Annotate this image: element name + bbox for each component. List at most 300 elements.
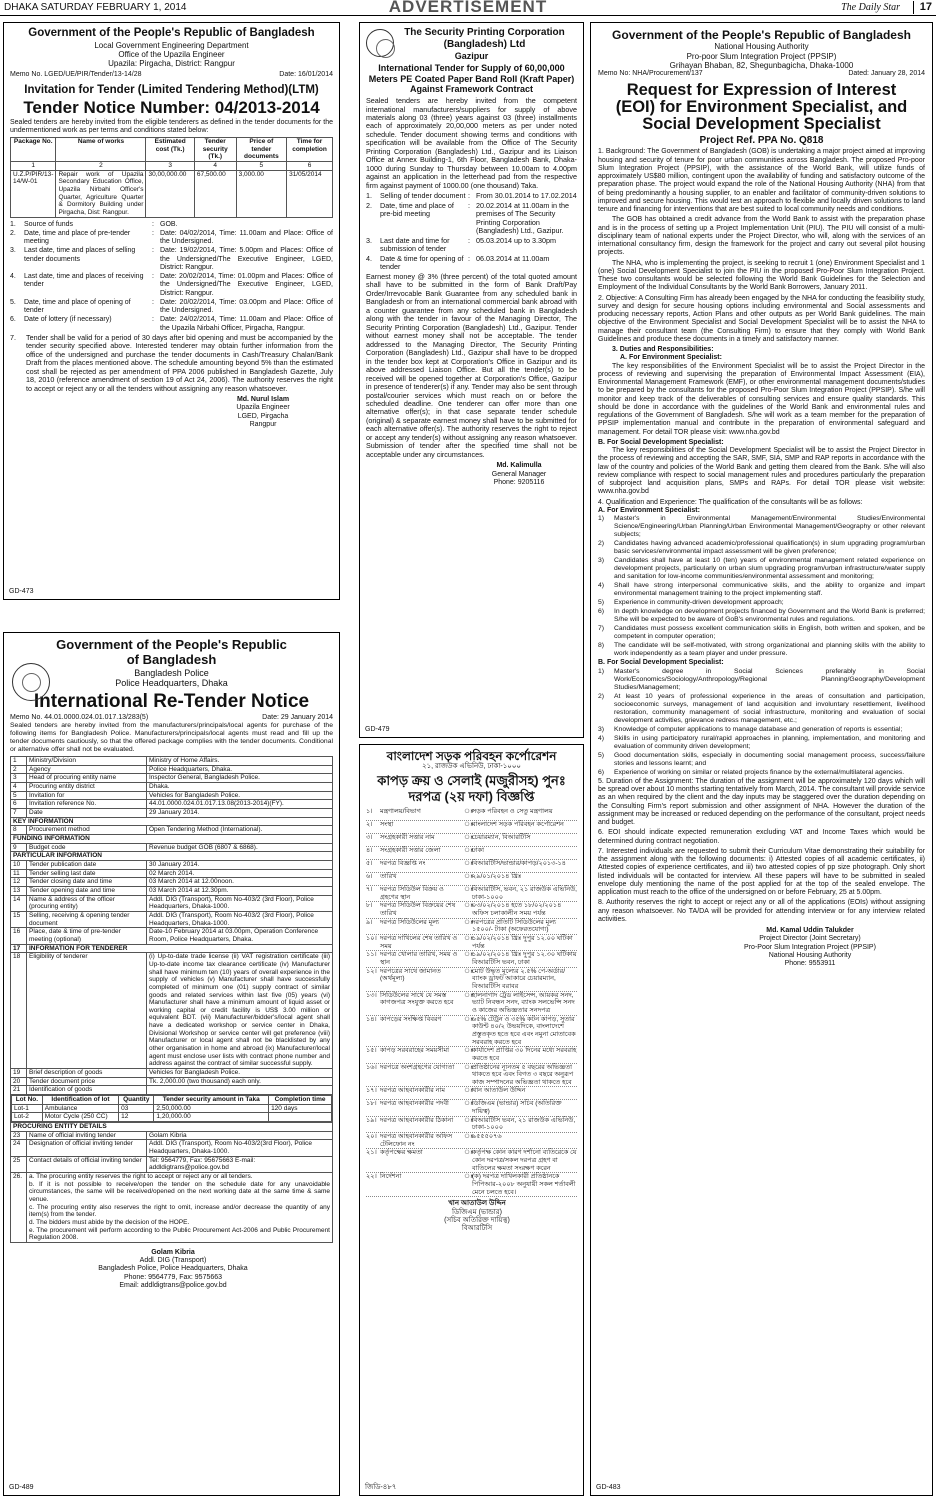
table-row (366, 1173, 577, 1197)
row-value: Dhaka. (147, 783, 333, 792)
table-row (366, 873, 577, 886)
row-value: Inspector General, Bangladesh Police. (147, 774, 333, 783)
lot-table-row (11, 1095, 333, 1123)
lot-table (11, 1095, 332, 1122)
item-value: 20.02.2014 at 11.00am in the premises of The Security Printing Corporation (Bangladesh) Ltd., Gazipur. (476, 200, 569, 236)
qualification-item (598, 726, 925, 734)
notice-title: International Re-Tender Notice (33, 690, 310, 712)
lot-cell (269, 1113, 332, 1122)
condition-item: e. The procurement will perform according to the Public Procurement Act-2006 and Public Procurement Regulation 2008. (29, 1226, 330, 1242)
env-duties: The key responsibilities of the Environment Specialist will be to assist the Project Director in the process of reviewing and supervising the preparation of Environmental Impact Assessment (EIA), Environmental Management Framework (EMF), or other environmental management documents/studies to be prepared by the consultants for the proposed Pro-Poor Slum Integration Project (PPSIP). S/he will monitor and keep track of the deliverables of consulting services and ensure quality standards. This should be done in accordance with the guidelines of the World Bank and environmental rules and regulations of the Government of Bangladesh. S/he will work as a team member for the preparation of PPSIP implementation manual and contribute in the preparation of environmental safeguard and management. For detail TOR please visit: www.nha.gov.bd (598, 362, 925, 436)
row-number: 8 (11, 826, 27, 835)
item-value: Date: 04/02/2014, Time: 11.00am and Place: Office of the Undersigned. (160, 229, 333, 246)
brtc-table (366, 808, 577, 1197)
item-value: Date: 20/02/2014, Time: 03.00pm and Place: Office of the Undersigned. (160, 298, 333, 315)
row-number: 25 (11, 1156, 27, 1172)
qualification-text: Knowledge of computer applications to manage database and generation of reports is essential; (614, 725, 903, 733)
govt-title: Government of the People's Republic of Bangladesh (28, 27, 315, 39)
row-value: ২৯/০১/২০১৪ খ্রিঃ (472, 873, 522, 881)
tender-item (10, 247, 333, 272)
section-row (11, 1123, 333, 1132)
table-row (11, 783, 333, 792)
conditions-cell (27, 1172, 333, 1242)
row-value: Vehicles for Bangladesh Police. (147, 1069, 333, 1078)
memo-no: Memo No. 44.01.0000.024.01.017.13/283(5) (10, 713, 149, 721)
row-number: ২। (366, 821, 373, 829)
condition-item: d. The bidders must abide by the decision of the HOPE. (29, 1218, 190, 1226)
table-row (11, 1156, 333, 1172)
qualification-item (598, 693, 925, 725)
table-row (366, 902, 577, 918)
item-label: Date, time and place of pre-bid meeting (380, 200, 454, 219)
row-value: চেয়ারম্যান, বিআরটিসি (472, 834, 531, 842)
qualification-item (598, 599, 925, 607)
paper-name: The Daily Star (841, 2, 900, 13)
item-number: 4. (10, 273, 16, 281)
tender-item (366, 237, 577, 254)
table-row (11, 843, 333, 852)
table-row (366, 886, 577, 902)
signer-phone: Phone: 9205116 (493, 478, 545, 486)
row-number: ৭। (366, 886, 373, 894)
tender-item (366, 192, 577, 200)
row-colon: ঃ (464, 821, 474, 829)
qualification-text: Master's in Environmental Management/Environmental Studies/Environmental Science/Engineering/Urban Planning/Urban Environmental Management/Geography or other relevant subjects; (614, 515, 925, 539)
tender-item (10, 299, 333, 316)
qualification-text: Skills in using participatory rural/rapid approaches in planning, implementation, and monitoring and evaluation of community driven development; (614, 734, 925, 750)
cell: 67,500.00 (194, 170, 236, 217)
tender-item-7: 7. Tender shall be valid for a period of 30 days after bid opening and must be accompanied by the tender security specified above. Interested tenderer may obtain further information from the office of the undersigned and purchase the tender documents in Cash/Treasury Chalan/Bank Draft from the places mentioned above. The schedule amounting beyond 5% than the estimated cost shall be rejected as per amendment of PPA 2006 published in Bangladesh Gazette, July 18, 2010 (reference amendment of section 19 of Act 24, 2006). The authority reserves the right to accept or reject any or all the tenders without assigning any reason whatsoever. (10, 332, 333, 393)
section-heading: PARTICULAR INFORMATION (11, 852, 333, 861)
qualification-text: Shall have strong interpersonal communicative skills, and the ability to organize and impart environmental management training to the project implementing staff. (614, 582, 925, 598)
item-label: Date & time for opening of tender (380, 253, 464, 272)
qualification-text: Good documentation skills, especially in documenting social management process, success/failure stories and lessons learnt; and (614, 751, 925, 767)
project-ref: Project Ref. PPA No. Q818 (699, 134, 824, 146)
row-colon: ঃ (464, 967, 474, 975)
row-number: 5 (11, 791, 27, 800)
signer-title: Project Director (Joint Secretary) (759, 935, 861, 943)
row-number: ১২। (366, 967, 377, 975)
table-row (11, 809, 333, 818)
table-row (11, 928, 333, 944)
row-number: ১। (366, 808, 373, 816)
row-value: 44.01.0000.024.01.017.13.08(2013-2014)(FY). (147, 800, 333, 809)
govt-title-2: of Bangladesh (126, 652, 217, 668)
col-num: 6 (287, 162, 333, 171)
row-colon: ঃ (464, 873, 474, 881)
item-number: 1. (366, 191, 372, 201)
lot-table-cell (11, 1095, 333, 1123)
qualification-text: Experience of working on similar or related projects finance by the external/multilateral agencies. (614, 768, 905, 776)
row-value: Tk. 2,000.00 (two thousand) each only. (147, 1077, 333, 1086)
row-number: 18 (11, 953, 27, 1069)
item-number: 4. (366, 253, 372, 263)
table-row (366, 1087, 577, 1100)
signature-block (73, 1249, 273, 1290)
row-number: ২১। (366, 1149, 377, 1157)
lot-header: Completion time (269, 1096, 332, 1105)
row-number: ৪। (366, 847, 373, 855)
item-label: Last date, time and places of selling tender documents (24, 247, 136, 263)
row-value: 29 January 2014. (147, 809, 333, 818)
submission: 7. Interested individuals are requested to submit their Curriculum Vitae demonstrating their suitability for the assignment along with the following documents: i) Attested copies of all academic certificates, ii) Attested copies of experience certificates, and iii) two attested copies of pp size photograph. Only short listed individuals will be contacted for interview. All these papers will have to be submitted in sealed envelope duly mentioning the name of the post applied for at the top of the sealed envelope. The application must reach to the office of the undersigned on or before February, 25 at 5.00pm. (598, 847, 925, 897)
row-value: Police Headquarters, Dhaka. (147, 765, 333, 774)
qualification-item (598, 625, 925, 641)
row-label: Invitation reference No. (27, 800, 147, 809)
item-value: Date: 19/02/2014, Time: 5.00pm and Places: Office of the Undersigned/The Executive Engineer, LGED, District: Rangpur. (160, 247, 333, 271)
signer-org: National Housing Authority (768, 951, 852, 959)
signer-org: Bangladesh Police, Police Headquarters, Dhaka (98, 1265, 248, 1273)
condition-item: b. If it is not possible to receive/open the tender on the schedule date for any unavoidable circumstances, the same will be received/opened on the next working date at the same time & same venue. (29, 1180, 330, 1203)
signer-place: Rangpur (249, 420, 277, 428)
tender-item (366, 202, 577, 236)
qualification-number: 2) (598, 692, 605, 700)
qualification-number: 4) (598, 582, 605, 590)
qualification-number: 2) (598, 540, 605, 548)
row-colon: ঃ (464, 834, 474, 842)
qualification-number: 5) (598, 751, 605, 759)
table-row (366, 1064, 577, 1088)
spcb-tender-ad (359, 22, 584, 738)
row-number: 12 (11, 878, 27, 887)
signer-org: বিআরটিসি (461, 1225, 493, 1233)
row-value (147, 1086, 333, 1095)
lot-cell: 12 (119, 1113, 154, 1122)
qualification-item (598, 769, 925, 777)
item-number: 2. (10, 229, 16, 237)
row-value: Addl. DIG (Transport), Room No-403/2 (3rd Floor), Police Headquarters, Dhaka-1000. (147, 895, 333, 911)
item-value: GOB. (160, 220, 178, 228)
item-colon: : (152, 316, 154, 324)
ad-code: GD-473 (9, 587, 34, 595)
row-number: 15 (11, 911, 27, 927)
qualification-number: 1) (598, 667, 605, 675)
row-number: 2 (11, 765, 27, 774)
qualification-number: 3) (598, 557, 605, 565)
row-value: Ministry of Home Affairs. (147, 757, 333, 766)
qualification-number: 3) (598, 725, 605, 733)
signer-name: Md. Kamal Uddin Talukder (766, 927, 854, 935)
row-label: Tender closing date and time (27, 878, 147, 887)
section-row (11, 817, 333, 826)
col-time: Time for completion (287, 138, 333, 162)
item-colon: : (152, 298, 154, 306)
row-label: Tender selling last date (27, 869, 147, 878)
row-label: Tender document price (27, 1077, 147, 1086)
qualification-number: 6) (598, 768, 605, 776)
lot-cell: 2,50,000.00 (154, 1104, 269, 1113)
row-number: ৬। (366, 873, 373, 881)
row-label: দরপত্র আহবানকারীর ঠিকানা (380, 1116, 454, 1124)
office-place: Upazila: Pirgacha, District: Rangpur (108, 59, 235, 69)
row-colon: ঃ (464, 808, 474, 816)
lot-header-row (12, 1096, 332, 1105)
row-value: 03 March 2014 at 12.00noon. (147, 878, 333, 887)
signer-org: LGED, Pirgacha (237, 412, 289, 420)
row-label: Identification of goods (27, 1086, 147, 1095)
item-number: 3. (10, 247, 16, 255)
tender-intro: Sealed tenders are hereby invited from the manufacturers/principals/local agents for purchase of the following items for Bangladesh Police. Manufacturers/principals/local agents must read and fill up the tender documents cautiously, so that the offered package complies with the tender documents. Conditional or alternative offer shall not be evaluated. (10, 722, 333, 754)
cell: U.Z.P/PIR/13-14/W-01 (11, 170, 56, 217)
item-colon: : (152, 220, 154, 228)
env-heading: A. For Environment Specialist: (620, 354, 722, 362)
row-value: খান আতাউল উদ্দিন (472, 1087, 526, 1095)
row-label: Invitation for (27, 791, 147, 800)
row-value: ডিজিএম (ভান্ডার) সচিব (অতিরিক্ত দায়িত্ব) (472, 1100, 562, 1116)
tender-table (10, 137, 333, 218)
qualification-item (598, 668, 925, 692)
row-label: তারিখ (380, 873, 397, 881)
col-num: 4 (194, 162, 236, 171)
tender-body: Earnest money @ 3% (three percent) of the total quoted amount shall have to be submitted in the form of Bank Draft/Pay Order/Irrevocable Bank Guarantee from any scheduled bank in Bangladesh or from an international commercial bank abroad with a counter guarantee from any scheduled bank in Bangladesh along with the tender in favour of the Managing Director, The Security Printing Corporation (Bangladesh) Ltd., Gazipur. Tender without earnest money shall not be acceptable. The tender addressed to the Managing Director, The Security Printing Corporation (Bangladesh) Ltd., Gazipur shall have to be dropped in the tender box kept at Corporation's Office in Gazipur and its above addressed Liaison Office. But all the tender(s) to be received will be opened together at Corporation's Office, Gazipur in presence of tenderer(s) if any. Tender may also be sent through postal/courier services which must reach on or before the scheduled deadline. One tenderer can offer more than one alternative offer(s); in that case separate tender schedule (original) & separate earnest money shall have to be submitted for each alternative offer(s). The authority reserves the right to reject or accept any tender(s) without assigning any reason whatsoever. Submission of tender after the specified time shall not be acceptable under any circumstances. (366, 271, 577, 459)
signer-title: ডিজিএম (ভান্ডার) (452, 1208, 502, 1216)
table-row (11, 774, 333, 783)
memo-date: Date: 16/01/2014 (279, 70, 333, 78)
row-label: দরপত্র সিডিউলের মূল্য (380, 918, 440, 926)
duration: 5. Duration of the Assignment: The duration of the assignment will be approximately 120 days which will be spread over about 10 months starting tentatively from March, 2014. The consultant will provide service as an when required by the client and the day inputs may be staggered over the duration depending on the Consulting Firm's report submission and other assignment of NHA. However the duration of the assignment may be increased or reduced depending on the performance of the consultant, project needs and budget. (598, 777, 925, 827)
row-number: ১১। (366, 951, 377, 959)
row-label: Designation of official inviting tender (27, 1140, 147, 1156)
row-label: Head of procuring entity name (27, 774, 147, 783)
env-qual-heading: A. For Environment Specialist: (598, 506, 700, 514)
tender-item (366, 255, 577, 272)
col-num: 3 (146, 162, 194, 171)
row-value: ১৯/০২/২০১৪ খ্রিঃ দুপুর ১২.৩০ ঘটিকায় বিআরটিসি ভবন, ঢাকা (472, 951, 577, 966)
row-number: 14 (11, 895, 27, 911)
col-package: Package No. (11, 138, 56, 162)
row-colon: ঃ (464, 847, 474, 855)
row-colon: ঃ (464, 1133, 474, 1141)
table-row (11, 861, 333, 870)
tender-item (10, 273, 333, 298)
row-label: দরপত্র সিডিউল বিক্রয়ের শেষ তারিখ (380, 902, 456, 918)
social-qualifications (598, 668, 925, 777)
row-number: ১০। (366, 935, 377, 942)
ad-code: GD-483 (596, 1483, 621, 1491)
row-label: নির্দেশনা (380, 1173, 402, 1181)
row-number: 13 (11, 886, 27, 895)
row-value: মোট উদ্ধৃত মূল্যের ২.৫% পে-অর্ডার/ব্যাংক ড্রাফট আকারে চেয়ারম্যান, বিআরটিসি বরাবর (472, 967, 566, 990)
row-label: Budget code (27, 843, 147, 852)
lot-cell: 120 days (269, 1104, 332, 1113)
row-label: কাপড় সরবরাহের সময়সীমা (380, 1047, 450, 1055)
signer-extra: (সচিব অতিরিক্ত দায়িত্ব) (444, 1216, 510, 1224)
row-value: Golam Kibria (147, 1131, 333, 1140)
social-heading: B. For Social Development Specialist: (598, 438, 724, 446)
section-heading: FUNDING INFORMATION (11, 835, 333, 844)
col-works: Name of works (56, 138, 146, 162)
tender-items (366, 192, 577, 271)
row-label: Tender publication date (27, 861, 147, 870)
signer-project: Pro-Poor Slum Integration Project (PPSIP) (744, 943, 876, 951)
section-title: ADVERTISEMENT (388, 0, 548, 16)
table-row (366, 808, 577, 821)
table-row (11, 869, 333, 878)
section-heading: PROCURING ENTITY DETAILS (11, 1123, 333, 1132)
row-label: Contact details of official inviting tender (27, 1156, 147, 1172)
row-value: Date-10 February 2014 at 03.00pm, Operation Conference Room, Police Headquarters, Dhaka. (147, 928, 333, 944)
section-row (11, 835, 333, 844)
table-row (11, 1131, 333, 1140)
row-colon: ঃ (464, 951, 474, 959)
ad-code: GD-479 (365, 725, 390, 733)
table-row (366, 821, 577, 834)
qualification-item (598, 557, 925, 581)
row-label: Selling, receiving & opening tender document (27, 911, 147, 927)
qualification-text: The candidate will be self-motivated, with strong organizational and planning skills with the ability to work independently as a team player and under pressure. (614, 642, 925, 658)
qualification-text: At least 10 years of professional experience in the areas of consultation and participation, socioeconomic surveys, management of land acquisition and involuntary resettlement, livelihood restoration, community management of social infrastructure, monitoring and evaluation of social development activities, grievance redress management, etc.; (614, 692, 925, 724)
row-value: কর্তৃপক্ষ কোন কারণ দর্শানো ব্যতিরেকে যে কোন দরপত্র/সকল দরপত্র গ্রহণ বা বাতিলের ক্ষমতা সংরক্ষণ করেন (472, 1149, 577, 1172)
row-label: Date (27, 809, 147, 818)
row-label: দরপত্রের সাথে জামানত (অর্থমূল্য) (380, 967, 441, 983)
row-colon: ঃ (464, 1047, 474, 1055)
row-value: দরপত্রের প্রতিটি সিডিউলের মূল্য ১৫০০/- টাকা (অফেরতযোগ্য) (472, 918, 557, 934)
table-row (11, 911, 333, 927)
row-label: সংগ্রহকারী সত্তার জেলা (380, 847, 441, 855)
item-value: 05.03.2014 up to 3.30pm (476, 235, 556, 245)
signer-name: Md. Kalimulla (496, 462, 542, 470)
table-row (11, 170, 333, 217)
row-value: ৯৫৫৫০৭৬ (472, 1133, 502, 1141)
row-value: বিআরটিসি/ভান্ডার/কাপড়/২০১৩-১৪ (472, 860, 566, 868)
col-num: 2 (56, 162, 146, 171)
row-label: Agency (27, 765, 147, 774)
qualification-item (598, 752, 925, 768)
row-number: 23 (11, 1131, 27, 1140)
item-label: Last date, time and places of receiving tender (24, 273, 144, 289)
item-label: Date, time and place of pre-tender meeting (24, 229, 131, 246)
nha-eoi-ad (590, 22, 933, 1496)
row-number: ৮। (366, 902, 373, 910)
org-address: ২১, রাজউক এভিনিউ, ঢাকা-১০০০ (422, 763, 521, 771)
item-value: 06.03.2014 at 11.00am (476, 253, 550, 263)
item-colon: : (468, 235, 470, 245)
cell: 3,000.00 (236, 170, 286, 217)
signer-title: General Manager (491, 470, 547, 478)
section-row (11, 944, 333, 953)
org-address: Grihayan Bhaban, 82, Shegunbagicha, Dhaka-1000 (669, 61, 854, 71)
table-row (11, 895, 333, 911)
row-label: Procuring entity district (27, 783, 147, 792)
qualification-number: 8) (598, 642, 605, 650)
recruit-para: The NHA, who is implementing the project, is seeking to recruit 1 (one) Environment Specialist and 1 (one) Social Development Specialist to join the PIU in the proposed Pro-Poor Slum Integration Project. These two consultants would be selected following the World Bank Guidelines for the Selection and Employment of the Individual Consultants by the World Bank Borrowers, January 2011. (598, 259, 925, 292)
masthead (0, 0, 936, 16)
row-colon: ঃ (464, 1173, 474, 1181)
row-colon: ঃ (464, 860, 474, 868)
tender-notice-number: Tender Notice Number: 04/2013-2014 (23, 97, 320, 117)
qualification-item (598, 582, 925, 598)
table-row (366, 1117, 577, 1133)
qualification-text: Master's degree in Social Sciences preferably in Social Work/Economics/Sociology/Anthropology/Regional Planning/Geography/Development Studies/Management; (614, 667, 925, 691)
item-number: 5. (10, 298, 16, 306)
signer-email: Email: addldigtrans@police.gov.bd (119, 1281, 227, 1289)
lot-header: Identification of lot (42, 1096, 118, 1105)
item-colon: : (468, 253, 470, 263)
objective: 2. Objective: A Consulting Firm has already been engaged by the NHA for conducting the feasibility study, survey and design for secure housing options including environmental and Social assessments and producing necessary reports, Action Plans and other outputs as per World Bank guidelines. The main objective of the Environment Specialist and Social Development Specialist will be to assist the NHA to manage their consultant team (the Consulting Firm) to ensure that they comply with World Bank Guidelines and produce these documents in a timely and satisfactory manner. (598, 294, 925, 343)
row-number: ১৭। (366, 1087, 377, 1095)
row-value: বিআরটিসি ভবন, ২১ রাজউক এভিনিউ, ঢাকা-১০০০ (472, 1116, 576, 1132)
tender-item (10, 221, 333, 229)
row-value: কার্যাদেশ প্রাপ্তির ৩০ দিনের মধ্যে সরবরাহ করতে হবে (472, 1047, 577, 1062)
col-price: Price of tender documents (236, 138, 286, 162)
row-label: দরপত্র আহবানকারীর অফিস টেলিফোন নং (380, 1133, 453, 1148)
table-row (366, 919, 577, 935)
table-row (11, 791, 333, 800)
row-colon: ঃ (464, 991, 474, 999)
table-row (11, 1086, 333, 1095)
ad-code: জিডি-৪৮৭ (365, 1483, 397, 1491)
signature-block (193, 396, 333, 429)
row-label: Place, date & time of pre-tender meeting (optional) (27, 928, 147, 944)
police-emblem-icon (12, 663, 50, 701)
table-row (11, 1069, 333, 1078)
row-number: 26. (11, 1172, 27, 1242)
item-number: 3. (366, 235, 372, 245)
memo-no: Memo No. LGED/UE/PIR/Tender/13-14/28 (10, 70, 142, 78)
office-name: Office of the Upazila Engineer (118, 50, 225, 59)
row-number: ১৪। (366, 1015, 377, 1023)
lot-row (12, 1113, 332, 1122)
table-row (11, 757, 333, 766)
tender-method-title: Invitation for Tender (Limited Tendering Method)(LTM) (24, 84, 319, 97)
row-value: হালনাগাদ ট্রেড লাইসেন্স, আয়কর সনদ, ভ্যাট নিবন্ধন সনদ, ব্যাংক সলভেন্সি সনদ ও কাজের অভিজ্ঞতার সনদপত্র (472, 991, 575, 1014)
qualification-text: Candidates must possess excellent communication skills in English, both written and spoken, and be competent in computer operation; (614, 625, 925, 641)
tender-intro: Sealed tenders are hereby invited from the competent international manufacturers/suppliers for supply of above materials along 03 (three) years against 03 (three) installments each of approximately 20,00,000 meters as per under noted schedule. Tender document showing terms and conditions with specification will be available from the Office of The Security Printing Corporation (Bangladesh) Ltd., Gazipur and its Liaison Office at Annex Building-1, 6th Floor, Bangladesh Bank, Dhaka-1000 during Sunday to Thursday between 10.00am to 4.00pm against an application in the letterhead pad from the respective firm against payment of 1000.00 (one thousand) Taka. (366, 96, 577, 190)
row-number: 17 (11, 944, 27, 953)
row-label: সংস্থা (380, 821, 394, 829)
row-value: Revenue budget GOB (6807 & 6868). (147, 843, 333, 852)
item-number: 6. (10, 316, 16, 324)
signer-name: খান আতাউল উদ্দিন (448, 1200, 506, 1208)
row-number: ১৬। (366, 1063, 377, 1071)
conditions-row (11, 1172, 333, 1242)
item-colon: : (468, 191, 470, 201)
tender-title: International Tender for Supply of 60,00,000 Meters PE Coated Paper Band Roll (Kraft Paper) Against Framework Contract (368, 63, 575, 95)
table-row (366, 1100, 577, 1116)
signature-block (725, 927, 895, 968)
row-value: প্রতিষ্ঠানের ন্যূনতম ৫ বছরের অভিজ্ঞতা থাকতে হবে এবং বিগত ৩ বছরে অনুরূপ কাজ সম্পাদনের অভিজ্ঞতা থাকতে হবে (472, 1063, 574, 1086)
qualification-item (598, 735, 925, 751)
table-row (366, 860, 577, 873)
row-colon: ঃ (464, 902, 474, 910)
row-label: দরপত্র আহবানকারীর নাম (380, 1087, 445, 1095)
row-value: Vehicles for Bangladesh Police. (147, 791, 333, 800)
signature-block (469, 462, 569, 487)
item-colon: : (468, 200, 470, 210)
issue-date: DHAKA SATURDAY FEBRUARY 1, 2014 (4, 2, 187, 13)
row-label: দরপত্র খোলার তারিখ, সময় ও স্থান (380, 951, 458, 966)
office-name: Police Headquarters, Dhaka (115, 678, 228, 689)
qualification-item (598, 608, 925, 624)
table-row (366, 1016, 577, 1048)
row-value: 02 March 2014. (147, 869, 333, 878)
row-number: ১৯। (366, 1116, 377, 1124)
item-number: 1. (10, 220, 16, 228)
qualification-item (598, 540, 925, 556)
table-row (366, 847, 577, 860)
table-row (11, 800, 333, 809)
table-row (11, 826, 333, 835)
row-value: বাংলাদেশ সড়ক পরিবহন কর্পোরেশন (472, 821, 564, 829)
col-cost: Estimated cost (Tk.) (146, 138, 194, 162)
govt-title-1: Government of the People's Republic (56, 637, 287, 652)
table-row (366, 834, 577, 847)
row-value: ঢাকা (472, 847, 484, 855)
condition-item: c. The procuring entity also reserves the right to omit, increase and/or decrease the quantity of any item(s) from the tender. (29, 1203, 330, 1219)
row-number: ১৫। (366, 1047, 377, 1055)
row-number: 24 (11, 1140, 27, 1156)
lged-tender-ad (3, 22, 340, 600)
